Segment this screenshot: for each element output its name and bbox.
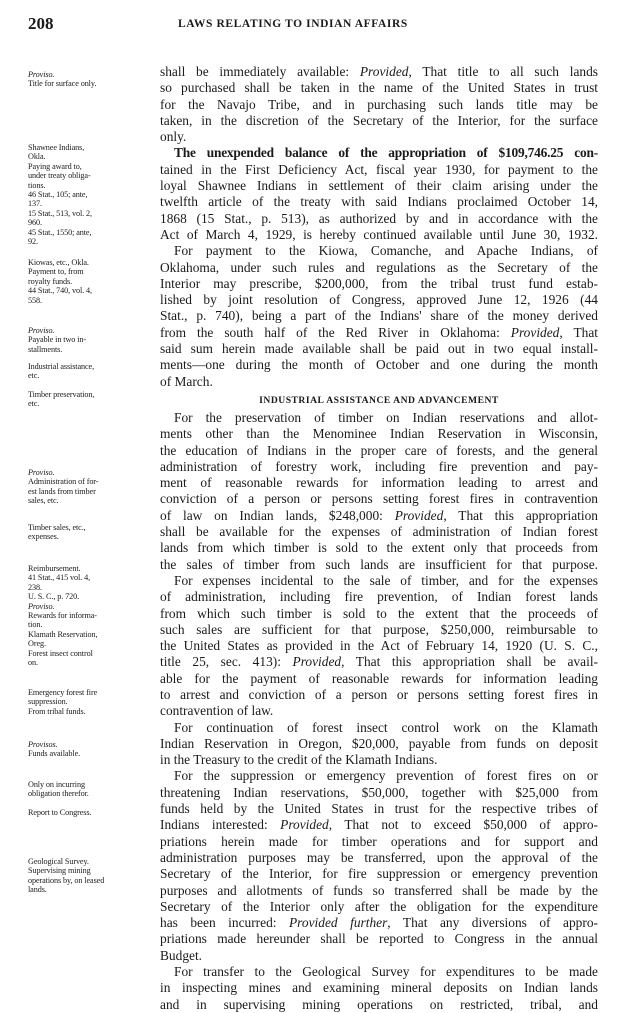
body-line: Indian Reservation in Oregon, $20,000, payable from funds on deposit <box>160 735 598 751</box>
margin-note-line: Oreg. <box>28 639 46 649</box>
margin-note-line: 238. <box>28 582 42 592</box>
body-line: to arrest and conviction of a person or persons setting forest fires in <box>160 686 598 702</box>
body-line: shall be immediately available: Provided, That title to all such lands <box>160 64 598 79</box>
margin-note-line: under treaty obliga- <box>28 171 91 181</box>
margin-note-line: operations by, on leased <box>28 875 105 885</box>
margin-note-line: Administration of for- <box>28 477 99 487</box>
body-line: threatening Indian reservations, $50,000, together with $25,000 from <box>160 784 598 800</box>
body-line: in inspecting mines and examining mineral deposits on Indian lands <box>160 980 598 996</box>
body-line: For payment to the Kiowa, Comanche, and Apache Indians, of <box>174 243 598 259</box>
body-line: and in supervising mining operations on restricted, tribal, and <box>160 996 598 1012</box>
margin-note-line: Forest insect control <box>28 648 93 658</box>
body-line: contravention of law. <box>160 703 274 719</box>
margin-note-line: suppression. <box>28 697 68 707</box>
margin-note-line: est lands from timber <box>28 486 96 496</box>
margin-note <box>28 630 153 668</box>
body-line: ments other than the Menominee Indian Reservation in Wisconsin, <box>160 426 598 442</box>
margin-note-line: Okla. <box>28 152 46 162</box>
margin-note-line: Industrial assistance, <box>28 362 95 371</box>
margin-note-line: on. <box>28 658 38 668</box>
body-line: so purchased shall be taken in the name of the United States in trust <box>160 80 598 96</box>
body-line: Oklahoma, under such rules and regulations as the Secretary of the <box>160 259 598 275</box>
margin-note-line: Proviso. <box>28 70 55 79</box>
margin-note-line: etc. <box>28 371 40 381</box>
margin-note-line: Proviso. <box>28 468 55 477</box>
body-line: For transfer to the Geological Survey for expenditures to be made <box>174 964 598 980</box>
margin-note-line: 45 Stat., 1550; ante, <box>28 227 92 237</box>
body-line: the education of Indians in the proper care of forests, and the general <box>160 442 598 458</box>
margin-note <box>28 362 153 381</box>
margin-note-line: Timber preservation, <box>28 390 95 399</box>
margin-note-line: sales, etc. <box>28 496 59 506</box>
body-line: of March. <box>160 373 213 389</box>
body-line: purposes and allotments of funds so transferred shall be made by the <box>160 882 598 898</box>
body-line: Secretary of the Interior only after the obligation for the expenditure <box>160 898 598 914</box>
margin-note-line: Title for surface only. <box>28 79 97 89</box>
margin-note-line: 92. <box>28 237 38 247</box>
margin-note-line: Kiowas, etc., Okla. <box>28 258 89 267</box>
margin-note-line: Only on incurring <box>28 780 85 789</box>
body-line: Indians interested: Provided, That not to exceed $50,000 of appro- <box>160 817 598 833</box>
body-line: Interior may prescribe, $200,000, from the tribal trust fund estab- <box>160 275 598 291</box>
body-line: For the preservation of timber on Indian reservations and allot- <box>174 409 598 425</box>
margin-note-line: 137. <box>28 199 42 209</box>
margin-note-line: Proviso. <box>28 601 55 611</box>
margin-note-line: Supervising mining <box>28 866 91 876</box>
body-line: has been incurred: Provided further, That any diversions of appro- <box>160 915 598 931</box>
margin-note-line: Timber sales, etc., <box>28 523 86 532</box>
margin-note-line: Klamath Reservation, <box>28 630 98 639</box>
margin-note <box>28 143 153 246</box>
margin-note-line: expenses. <box>28 532 59 542</box>
margin-note-line: etc. <box>28 399 40 409</box>
body-line: For the suppression or emergency prevention of forest fires on or <box>174 768 598 784</box>
margin-note <box>28 70 153 89</box>
margin-note <box>28 740 153 759</box>
margin-note-line: Reimbursement. <box>28 564 81 573</box>
body-line: administration purposes may be transferred, upon the approval of the <box>160 849 598 865</box>
margin-note-line: 41 Stat., 415 vol. 4, <box>28 573 91 583</box>
body-line: ments—one during the month of October and one during the month <box>160 357 598 373</box>
body-line: administration of forestry work, including fire prevention and pay- <box>160 458 598 474</box>
margin-note-line: Report to Congress. <box>28 808 92 817</box>
body-line: funds held by the United States in trust for the respective tribes of <box>160 801 598 817</box>
margin-note <box>28 808 153 817</box>
body-line: 1868 (15 Stat., p. 513), as authorized by and in accordance with the <box>160 210 598 226</box>
body-line: the sales of timber from such lands are insufficient for that purpose. <box>160 556 598 572</box>
margin-note-line: royalty funds. <box>28 276 73 286</box>
margin-note-line: Emergency forest fire <box>28 688 98 697</box>
body-line: priations herein made for timber operations and for support and <box>160 833 598 849</box>
margin-note-line: tions. <box>28 180 46 190</box>
body-text <box>160 64 598 1013</box>
margin-note <box>28 780 153 799</box>
margin-note-line: 46 Stat., 105; ante, <box>28 190 88 200</box>
margin-note <box>28 523 153 542</box>
body-line: only. <box>160 129 187 145</box>
body-line: said sum herein made available shall be paid out in two equal install- <box>160 341 598 357</box>
body-line: lands from which timber is sold to the extent only that proceeds from <box>160 540 598 556</box>
body-line: such sales are sufficient for that purpose, $250,000, reimbursable to <box>160 621 598 637</box>
margin-note-line: obligation therefor. <box>28 789 89 799</box>
body-line: from the south half of the Red River in Oklahoma: Provided, That <box>160 324 598 340</box>
margin-note-line: Paying award to, <box>28 161 82 171</box>
running-title: LAWS RELATING TO INDIAN AFFAIRS <box>178 18 408 30</box>
body-line: of law on Indian lands, $248,000: Provided, That this appropriation <box>160 507 598 523</box>
margin-note <box>28 258 153 305</box>
body-line: Stat., p. 740), being a part of the Indians' share of the money derived <box>160 308 598 324</box>
margin-note-line: tion. <box>28 620 43 630</box>
margin-note-line: From tribal funds. <box>28 706 86 716</box>
body-line: Secretary of the Interior, for fire suppression or emergency prevention <box>160 866 598 882</box>
margin-note-line: 558. <box>28 295 42 305</box>
body-line: The unexpended balance of the appropriation of $109,746.25 con- <box>174 145 598 161</box>
margin-note-line: Provisos. <box>28 740 58 749</box>
margin-note <box>28 564 153 630</box>
body-line: in the Treasury to the credit of the Klamath Indians. <box>160 752 438 768</box>
margin-note-line: lands. <box>28 885 47 895</box>
body-line: of administration, including fire prevention, of Indian forest lands <box>160 589 598 605</box>
margin-note <box>28 857 153 895</box>
margin-note-line: Proviso. <box>28 326 55 335</box>
body-line: For expenses incidental to the sale of timber, and for the expenses <box>174 572 598 588</box>
margin-note-line: 960. <box>28 218 42 228</box>
body-line: lished by joint resolution of Congress, approved June 12, 1926 (44 <box>160 292 598 308</box>
body-line: the United States as provided in the Act of February 14, 1920 (U. S. C., <box>160 638 598 654</box>
body-line: tained in the First Deficiency Act, fiscal year 1930, for payment to the <box>160 161 598 177</box>
margin-note-line: stallments. <box>28 344 63 354</box>
body-line: shall be available for the expenses of administration of Indian forest <box>160 524 598 540</box>
body-line: Act of March 4, 1929, is hereby continued available until June 30, 1932. <box>160 226 598 242</box>
body-line: Budget. <box>160 947 203 963</box>
section-heading: INDUSTRIAL ASSISTANCE AND ADVANCEMENT <box>259 394 499 406</box>
body-line: title 25, sec. 413): Provided, That this appropriation shall be avail- <box>160 654 598 670</box>
body-line: For continuation of forest insect control work on the Klamath <box>174 719 598 735</box>
body-line: for the Navajo Tribe, and in purchasing such lands title may be <box>160 96 598 112</box>
margin-note-line: 44 Stat., 740, vol. 4, <box>28 286 92 296</box>
page-number: 208 <box>28 14 54 33</box>
margin-note <box>28 468 153 506</box>
margin-note-line: Geological Survey. <box>28 857 89 866</box>
margin-note <box>28 326 153 354</box>
margin-note-line: U. S. C., p. 720. <box>28 592 80 602</box>
margin-note-line: Shawnee Indians, <box>28 143 85 152</box>
body-line: ment of reasonable rewards for information leading to arrest and <box>160 475 598 491</box>
body-line: conviction of a person or persons setting forest fires in contravention <box>160 491 598 507</box>
margin-note-line: Payable in two in- <box>28 335 87 345</box>
body-line: able for the payment of reasonable rewards for information leading <box>160 670 598 686</box>
margin-note <box>28 390 153 409</box>
margin-note-line: 15 Stat., 513, vol. 2, <box>28 208 92 218</box>
body-line: loyal Shawnee Indians in settlement of their claim arising under the <box>160 178 598 194</box>
body-line: from which such timber is sold to the extent that the proceeds of <box>160 605 598 621</box>
margin-notes <box>28 0 153 904</box>
body-line: priations made hereunder shall be reported to Congress in the annual <box>160 931 598 947</box>
margin-note-line: Funds available. <box>28 749 81 759</box>
body-line: twelfth article of the treaty with said Indians proclaimed October 14, <box>160 194 598 210</box>
margin-note <box>28 688 153 716</box>
body-line: taken, in the discretion of the Secretary of the Interior, for the surface <box>160 112 598 128</box>
margin-note-line: Rewards for informa- <box>28 611 97 621</box>
margin-note-line: Payment to, from <box>28 267 84 277</box>
